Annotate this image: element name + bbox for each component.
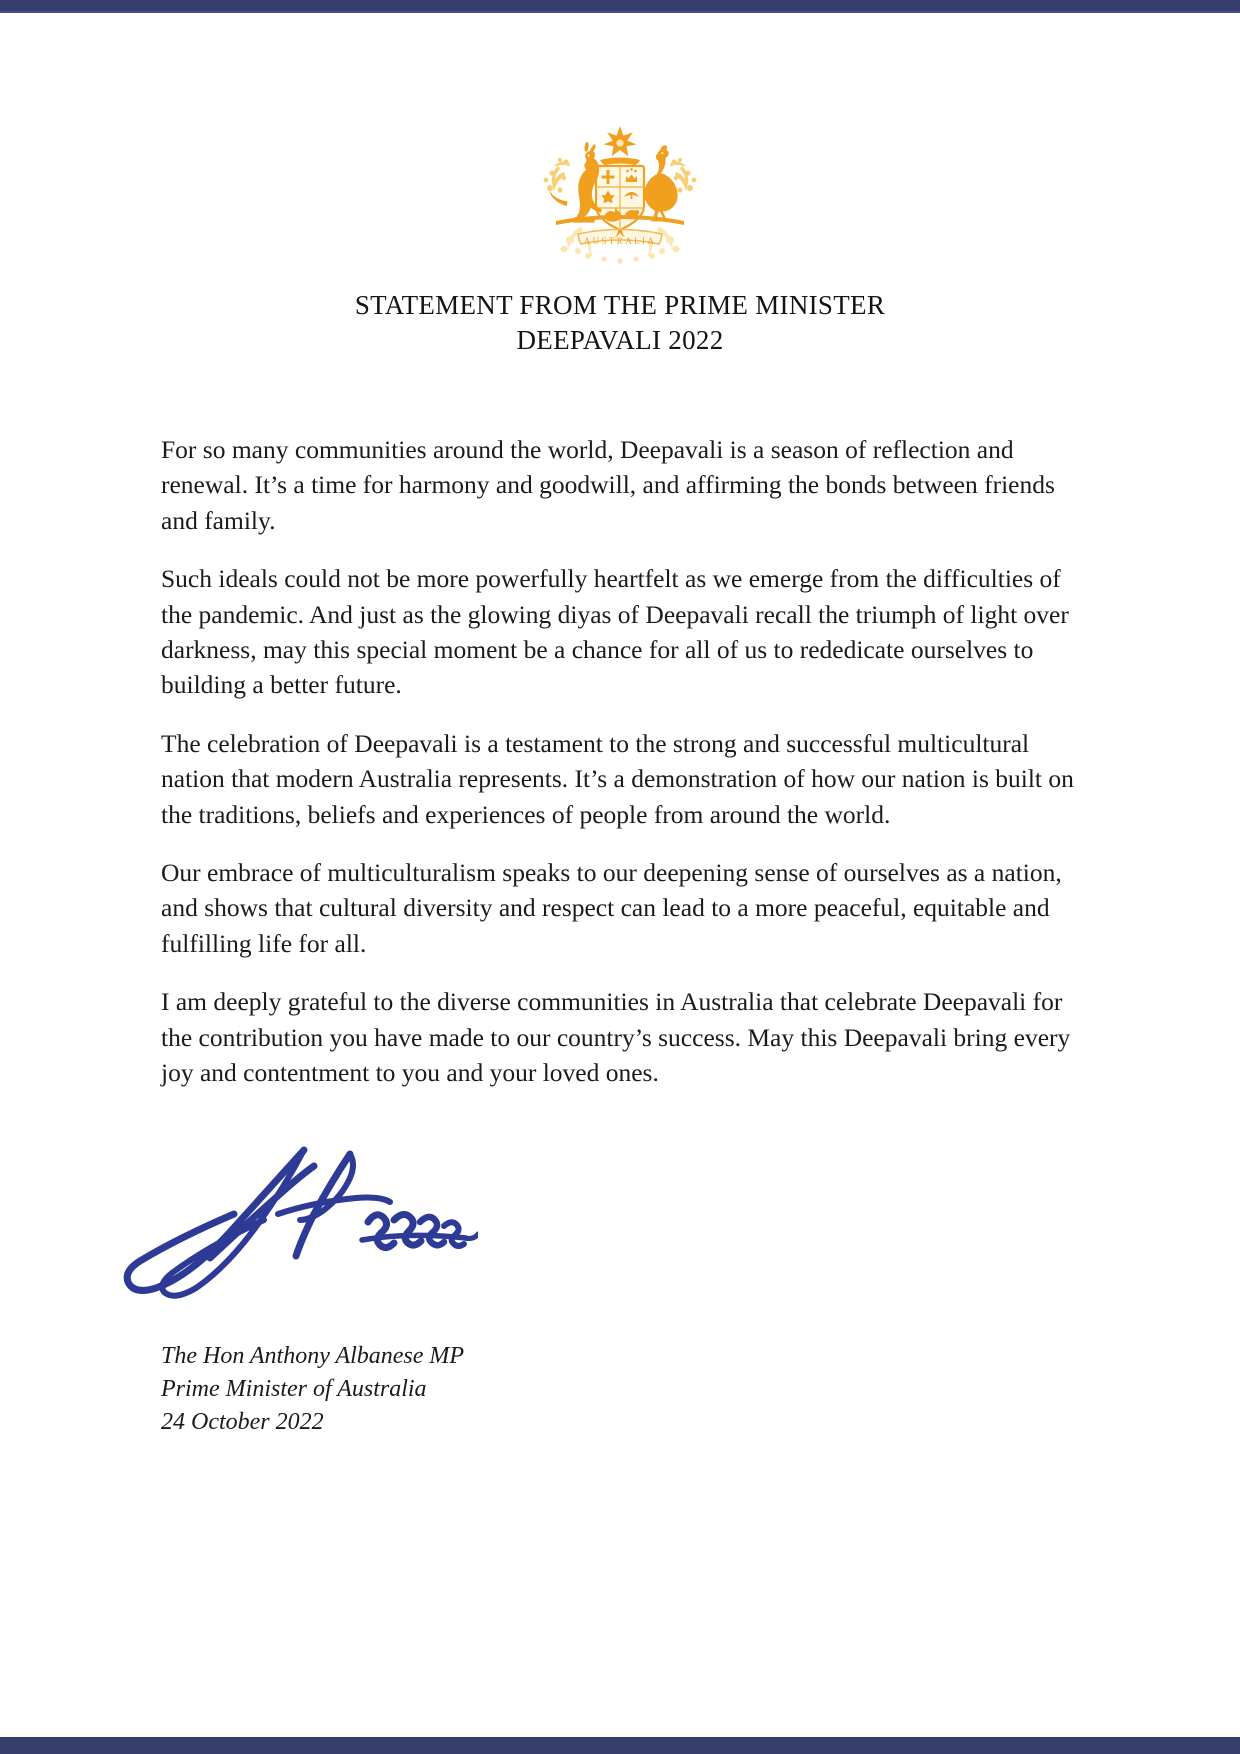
- body-paragraph: For so many communities around the world, Deepavali is a season of reflection and renewal. It’s a time for harmony and goodwill, and affirming the bonds between friends and family.: [161, 435, 1055, 535]
- svg-text:AUSTRALIA: AUSTRALIA: [583, 236, 657, 246]
- body-paragraph: Our embrace of multiculturalism speaks to our deepening sense of ourselves as a nation, and shows that cultural diversity and respect can lead to a more peaceful, equitable and fulfilling life for all.: [161, 858, 1062, 958]
- statement-body: [161, 432, 1091, 1114]
- body-paragraph: Such ideals could not be more powerfully heartfelt as we emerge from the difficulties of the pandemic. And just as the glowing diyas of Deepavali recall the triumph of light over darkness, may this special moment be a chance for all of us to rededicate ourselves to building a better future.: [161, 564, 1069, 700]
- crest-container: [0, 118, 1240, 273]
- signatory-office: Prime Minister of Australia: [161, 1376, 427, 1402]
- bottom-navy-rule: [0, 1737, 1240, 1754]
- statement-title-block: [0, 288, 1240, 358]
- title-line-1: STATEMENT FROM THE PRIME MINISTER: [354, 290, 886, 320]
- statement-date: 24 October 2022: [161, 1409, 324, 1435]
- title-line-2: DEEPAVALI 2022: [516, 325, 724, 355]
- body-paragraph: I am deeply grateful to the diverse communities in Australia that celebrate Deepavali for the contribution you have made to our country’s success. May this Deepavali bring every joy and contentment to you and your loved ones.: [161, 987, 1071, 1088]
- signoff-block: [161, 1340, 781, 1439]
- body-paragraph: The celebration of Deepavali is a testament to the strong and successful multicultural nation that modern Australia represents. It’s a demonstration of how our nation is built on the traditions, beliefs and experiences of people from around the world.: [161, 728, 1074, 829]
- australian-coat-of-arms-icon: [522, 118, 718, 268]
- signatory-name: The Hon Anthony Albanese MP: [161, 1343, 465, 1369]
- top-navy-rule: [0, 0, 1240, 13]
- handwritten-signature-icon: [118, 1128, 478, 1308]
